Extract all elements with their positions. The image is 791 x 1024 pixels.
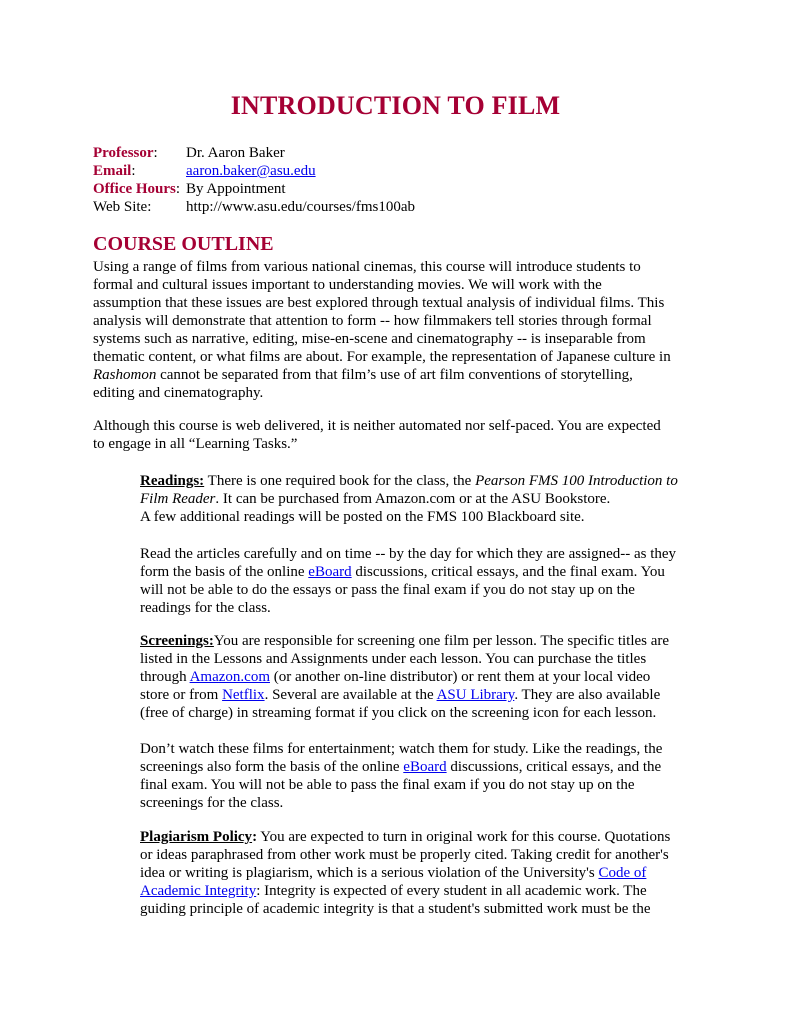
professor-row: Professor: Dr. Aaron Baker xyxy=(93,145,285,161)
office-hours-label: Office Hours xyxy=(93,181,176,197)
film-title-rashomon: Rashomon xyxy=(93,367,157,383)
netflix-link[interactable]: Netflix xyxy=(222,687,265,703)
code-of-integrity-link[interactable]: Code of xyxy=(598,865,647,881)
professor-label: Professor xyxy=(93,145,154,161)
email-label: Email xyxy=(93,163,132,179)
email-link[interactable]: aaron.baker@asu.edu xyxy=(186,163,316,179)
academic-integrity-link[interactable]: Academic Integrity xyxy=(140,883,257,899)
website-label: Web Site: xyxy=(93,199,152,215)
eboard-link[interactable]: eBoard xyxy=(308,564,352,580)
readings-paragraph-1: Readings: There is one required book for the class, the Pearson FMS 100 Introduction to Film Reader. It can be purchased from Amazon.com or at the ASU Bookstore. A few additional readings will be posted on the FMS 100 Blackboard site. xyxy=(140,473,678,525)
readings-paragraph-2: Read the articles carefully and on time -- by the day for which they are assigned-- as they form the basis of the online eBoard discussions, critical essays, and the final exam. You will not be able to do the essays or pass the final exam if you do not stay up on the readings for the class. xyxy=(140,546,677,616)
page-title: INTRODUCTION TO FILM xyxy=(230,91,561,120)
website-row xyxy=(93,198,415,216)
screenings-label: Screenings: xyxy=(140,633,214,649)
readings-label: Readings: xyxy=(140,473,205,489)
office-hours-value: By Appointment xyxy=(186,181,286,197)
outline-paragraph-1: Using a range of films from various national cinemas, this course will introduce students to formal and cultural issues important to understanding movies. We will work with the assumption that these issues are best explored through textual analysis of individual films. This analysis will demonstrate that attention to form -- how filmmakers tell stories through formal systems such as narrative, editing, mise-en-scene and cinematography -- is inseparable from thematic content, or what films are about. For example, the representation of Japanese culture in Rashomon cannot be separated from that film’s use of art film conventions of storytelling, editing and cinematography. xyxy=(93,259,671,401)
course-info xyxy=(93,144,415,216)
screenings-paragraph-1: Screenings:You are responsible for screening one film per lesson. The specific titles are listed in the Lessons and Assignments under each lesson. You can purchase the titles through Amazon.com (or another on-line distributor) or rent them at your local video store or from Netflix. Several are available at the ASU Library. They are also available (free of charge) in streaming format if you click on the screening icon for each lesson. xyxy=(140,633,670,721)
email-row: Email: aaron.baker@asu.edu xyxy=(93,163,316,179)
amazon-link[interactable]: Amazon.com xyxy=(189,669,270,685)
plagiarism-paragraph: Plagiarism Policy: You are expected to turn in original work for this course. Quotations or ideas paraphrased from other work must be properly cited. Taking credit for another's idea or writing is plagiarism, which is a serious violation of the University's Code of Academic Integrity: Integrity is expected of every student in all academic work. The guiding principle of academic integrity is that a student's submitted work must be the xyxy=(140,829,671,917)
screenings-paragraph-2: Don’t watch these films for entertainment; watch them for study. Like the readings, the screenings also form the basis of the online eBoard discussions, critical essays, and the final exam. You will not be able to pass the final exam if you do not stay up on the screenings for the class. xyxy=(140,741,663,811)
outline-paragraph-2: Although this course is web delivered, it is neither automated nor self-paced. You are expected to engage in all “Learning Tasks.” xyxy=(93,418,661,452)
course-outline-heading: COURSE OUTLINE xyxy=(93,233,274,255)
office-hours-row: Office Hours: By Appointment xyxy=(93,181,286,197)
website-value: http://www.asu.edu/courses/fms100ab xyxy=(186,199,415,215)
plagiarism-label: Plagiarism Policy xyxy=(140,829,253,845)
asu-library-link[interactable]: ASU Library xyxy=(436,687,515,703)
professor-value: Dr. Aaron Baker xyxy=(186,145,285,161)
eboard-link-2[interactable]: eBoard xyxy=(403,759,447,775)
